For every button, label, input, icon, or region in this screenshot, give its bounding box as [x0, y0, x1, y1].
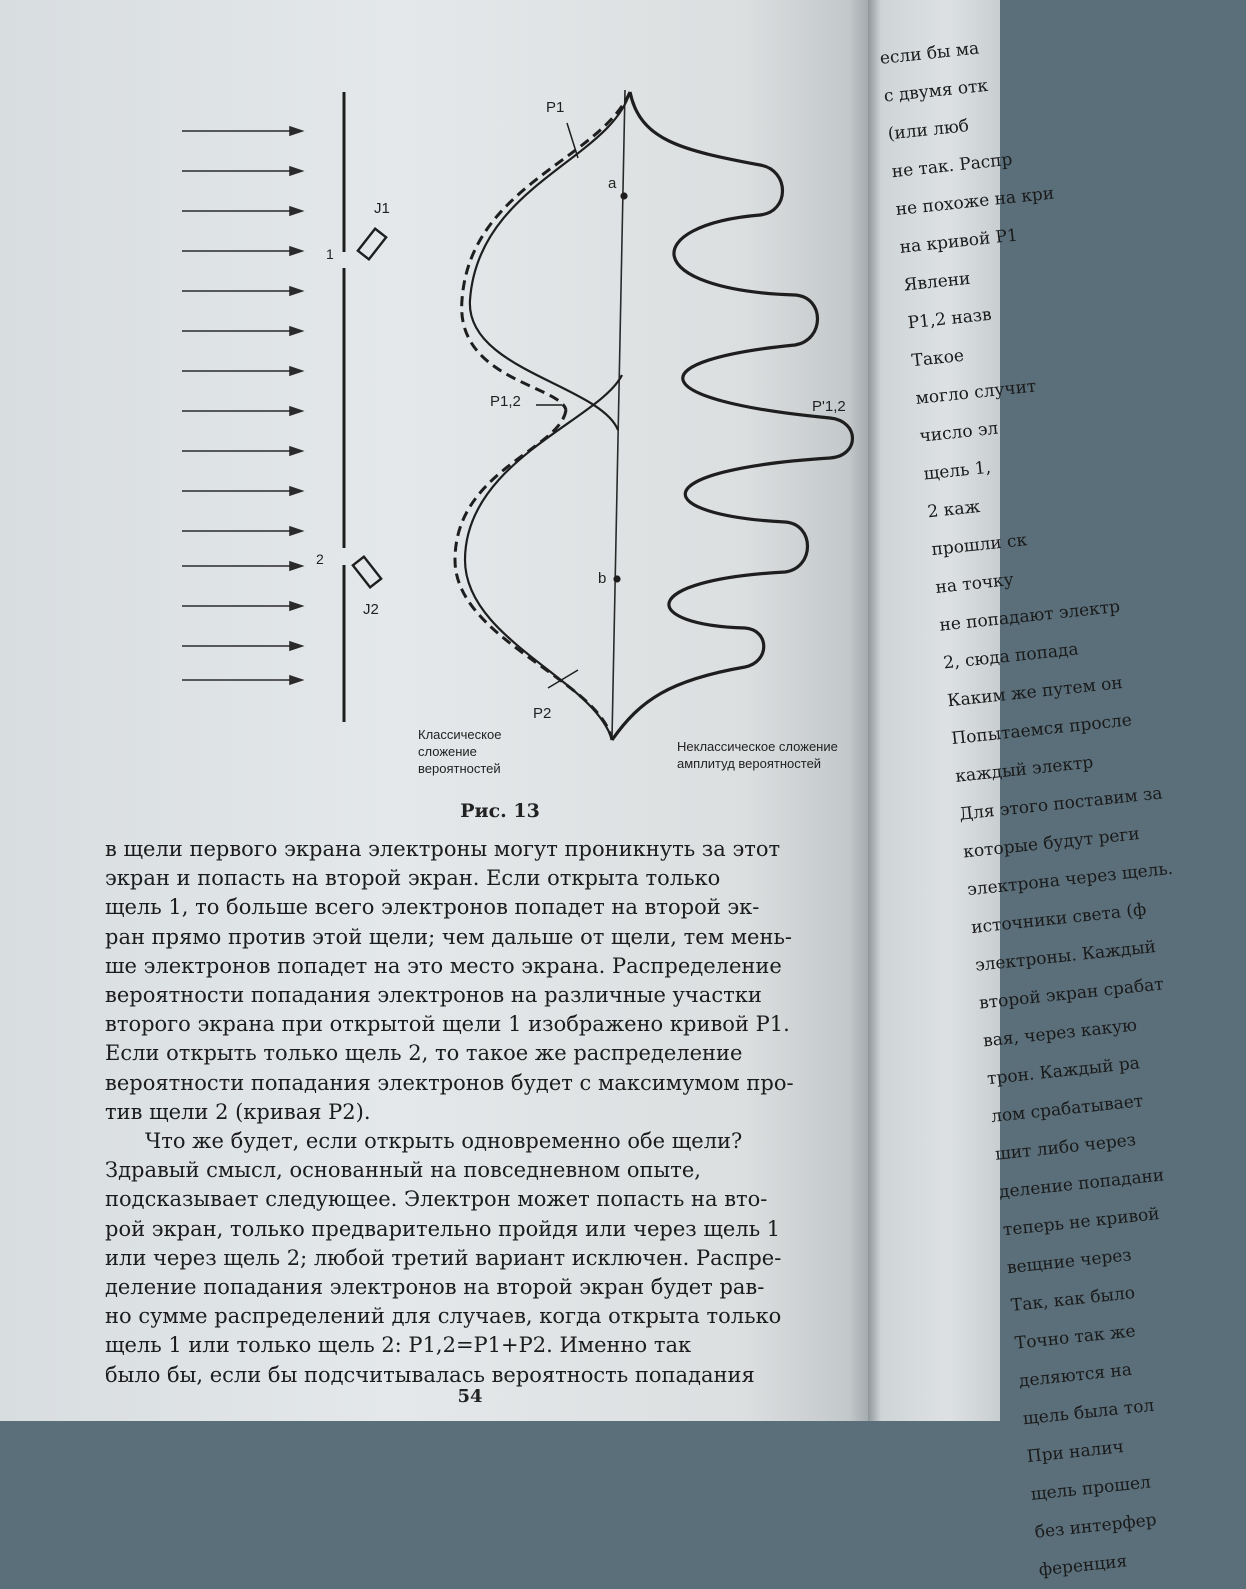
- detector-j1: [358, 229, 386, 260]
- page-number: 54: [457, 1386, 483, 1407]
- label-j1: J1: [374, 200, 390, 217]
- right-page-line: электрона через щель.: [966, 858, 1174, 901]
- right-page-line: Каким же путем он: [946, 673, 1124, 712]
- curve-p1: [470, 92, 630, 430]
- right-page-line: Явлени: [902, 268, 972, 296]
- right-page-line: Точно так же: [1013, 1321, 1137, 1354]
- arrow-head: [290, 367, 302, 375]
- arrow-head: [290, 642, 302, 650]
- right-page-line: 2 каж: [926, 496, 982, 523]
- arrow-head: [290, 247, 302, 255]
- label-point-b: b: [598, 570, 607, 587]
- right-page-line: вещние через: [1006, 1245, 1133, 1279]
- label-p1: P1: [546, 99, 565, 116]
- text-line: ше электронов попадет на это место экрана. Распределение: [105, 953, 782, 978]
- text-line: экран и попасть на второй экран. Если открыта только: [105, 866, 721, 891]
- right-page-line: число эл: [918, 418, 1000, 447]
- arrow-head: [290, 447, 302, 455]
- right-page-line: щель была тол: [1021, 1395, 1156, 1430]
- point-a-marker: [620, 192, 627, 199]
- right-page-line: которые будут реги: [962, 824, 1141, 863]
- right-page-line: без интерфер: [1033, 1510, 1158, 1543]
- arrow-head: [290, 327, 302, 335]
- right-page-line: щель прошел: [1029, 1472, 1152, 1505]
- figure-13-diagram: [0, 0, 875, 800]
- text-line: рой экран, только предварительно пройдя или через щель 1: [105, 1216, 781, 1241]
- arrow-head: [290, 207, 302, 215]
- text-line: вероятности попадания электронов будет с максимумом про-: [105, 1070, 794, 1095]
- incoming-electron-arrows: [182, 127, 302, 684]
- arrow-head: [290, 527, 302, 535]
- label-slit-2: 2: [316, 551, 324, 567]
- right-page-line: прошли ск: [930, 530, 1029, 561]
- label-p2: P2: [533, 705, 552, 722]
- text-line: Что же будет, если открыть одновременно обе щели?: [145, 1129, 743, 1154]
- label-point-a: a: [608, 175, 617, 192]
- right-page-line: не похоже на кри: [894, 183, 1056, 221]
- label-nonclassical-addition: Неклассическое сложение амплитуд вероятностей: [677, 739, 838, 771]
- text-line: второго экрана при открытой щели 1 изображено кривой P1.: [105, 1012, 790, 1037]
- label-p12: P1,2: [490, 393, 521, 410]
- right-page-line: теперь не кривой: [1002, 1204, 1161, 1241]
- curve-p12-prime: [612, 92, 853, 740]
- right-page-line: с двумя отк: [882, 75, 990, 107]
- right-page-line: на точку: [934, 569, 1015, 598]
- right-page-line: При налич: [1025, 1437, 1125, 1468]
- arrow-head: [290, 676, 302, 684]
- right-page-line: на кривой P1: [898, 225, 1019, 258]
- body-text: [105, 835, 857, 1390]
- text-line: Если открыть только щель 2, то такое же распределение: [105, 1041, 743, 1066]
- right-page-text: [878, 25, 1180, 1589]
- text-line: щель 1, то больше всего электронов попадет на второй эк-: [105, 895, 760, 920]
- text-line: было бы, если бы подсчитывалась вероятность попадания: [105, 1362, 755, 1387]
- right-page-line: Для этого поставим за: [958, 783, 1164, 825]
- arrow-head: [290, 602, 302, 610]
- right-page-line: Так, как было: [1010, 1283, 1136, 1316]
- label-slit-1: 1: [326, 246, 334, 262]
- right-page-line: 2, сюда попада: [942, 639, 1080, 674]
- text-line: тив щели 2 (кривая P2).: [105, 1099, 371, 1124]
- right-page-line: трон. Каждый ра: [986, 1053, 1141, 1090]
- right-page-line: Такое: [910, 345, 965, 372]
- text-line: ран прямо против этой щели; чем дальше от щели, тем мень-: [105, 924, 792, 949]
- right-page-line: деление попадани: [998, 1165, 1166, 1203]
- right-page-line: ференция: [1037, 1551, 1129, 1581]
- right-page-line: могло случит: [914, 376, 1038, 409]
- figure-caption: Рис. 13: [460, 800, 540, 822]
- right-page-line: второй экран срабат: [978, 974, 1165, 1014]
- arrow-head: [290, 407, 302, 415]
- curve-p2: [465, 375, 622, 740]
- arrow-head: [290, 487, 302, 495]
- text-line: Здравый смысл, основанный на повседневном опыте,: [105, 1158, 701, 1183]
- right-page-line: если бы ма: [878, 38, 981, 69]
- right-page-line: P1,2 назв: [906, 304, 993, 334]
- right-page-line: деляются на: [1017, 1359, 1133, 1392]
- text-line: но сумме распределений для случаев, когда открыта только: [105, 1304, 782, 1329]
- text-line: в щели первого экрана электроны могут проникнуть за этот: [105, 837, 781, 861]
- text-line: щель 1 или только щель 2: P1,2=P1+P2. Именно так: [105, 1333, 692, 1358]
- right-page-line: Попытаемся просле: [950, 710, 1133, 750]
- right-page-line: шит либо через: [994, 1130, 1137, 1165]
- arrow-head: [290, 167, 302, 175]
- right-page-line: электроны. Каждый: [974, 936, 1157, 976]
- arrow-head: [290, 127, 302, 135]
- text-line: подсказывает следующее. Электрон может попасть на вто-: [105, 1187, 768, 1212]
- point-b-marker: [613, 575, 620, 582]
- text-line: вероятности попадания электронов на различные участки: [105, 983, 762, 1008]
- detector-j2: [353, 557, 381, 588]
- right-page-line: каждый электр: [954, 752, 1095, 787]
- text-line: деление попадания электронов на второй экран будет рав-: [105, 1275, 765, 1300]
- arrow-head: [290, 562, 302, 570]
- label-j2: J2: [363, 601, 379, 618]
- text-line: или через щель 2; любой третий вариант исключен. Распре-: [105, 1245, 782, 1270]
- right-page-line: источники света (ф: [970, 899, 1148, 939]
- curve-p1-dashed: [462, 92, 630, 410]
- right-page-line: щель 1,: [922, 457, 992, 485]
- right-page-line: лом срабатывает: [990, 1091, 1145, 1128]
- right-page-line: не попадают электр: [938, 596, 1121, 636]
- arrow-head: [290, 287, 302, 295]
- curve-p2-dashed: [455, 410, 612, 740]
- right-page-line: вая, через какую: [982, 1015, 1138, 1052]
- right-page-line: не так. Распр: [890, 149, 1014, 183]
- right-page-line: (или люб: [886, 116, 970, 145]
- label-classical-addition: Классическое сложение вероятностей: [418, 727, 502, 776]
- right-page: [868, 0, 1174, 1581]
- label-p12-prime: P'1,2: [812, 398, 846, 415]
